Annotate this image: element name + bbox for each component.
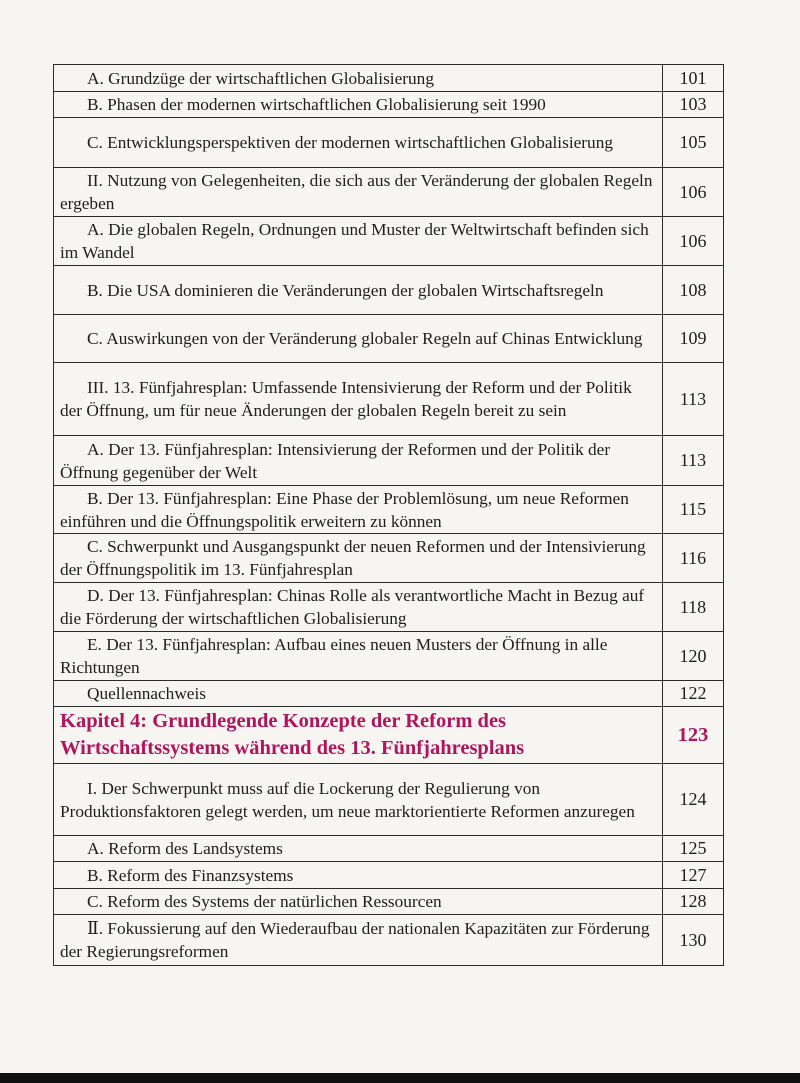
toc-row (54, 915, 724, 966)
toc-entry-title: D. Der 13. Fünfjahresplan: Chinas Rolle als verantwortliche Macht in Bezug auf die Förderung der wirtschaftlichen Globalisierung (54, 583, 663, 632)
page-bottom-edge (0, 1073, 800, 1083)
toc-row (54, 217, 724, 266)
toc-entry-title: B. Die USA dominieren die Veränderungen der globalen Wirtschaftsregeln (54, 266, 663, 315)
table-of-contents (53, 64, 724, 966)
toc-entry-title: A. Die globalen Regeln, Ordnungen und Muster der Weltwirtschaft befinden sich im Wandel (54, 217, 663, 266)
toc-entry-page: 103 (663, 92, 724, 118)
toc-entry-page: 115 (663, 486, 724, 534)
toc-row (54, 681, 724, 707)
toc-entry-page: 123 (663, 707, 724, 764)
toc-row (54, 764, 724, 836)
toc-entry-title: I. Der Schwerpunkt muss auf die Lockerung der Regulierung von Produktionsfaktoren gelegt werden, um neue marktorientierte Reformen anzuregen (54, 764, 663, 836)
toc-entry-page: 124 (663, 764, 724, 836)
toc-entry-title: C. Reform des Systems der natürlichen Ressourcen (54, 889, 663, 915)
toc-entry-title: A. Grundzüge der wirtschaftlichen Globalisierung (54, 65, 663, 92)
toc-entry-title: C. Schwerpunkt und Ausgangspunkt der neuen Reformen und der Intensivierung der Öffnungspolitik im 13. Fünfjahresplan (54, 534, 663, 583)
toc-row (54, 486, 724, 534)
toc-entry-page: 106 (663, 217, 724, 266)
toc-row (54, 632, 724, 681)
toc-entry-page: 118 (663, 583, 724, 632)
toc-row (54, 168, 724, 217)
toc-entry-title: Kapitel 4: Grundlegende Konzepte der Reform des Wirtschaftssystems während des 13. Fünfjahresplans (54, 707, 663, 764)
toc-row (54, 92, 724, 118)
toc-entry-title: E. Der 13. Fünfjahresplan: Aufbau eines neuen Musters der Öffnung in alle Richtungen (54, 632, 663, 681)
toc-entry-page: 101 (663, 65, 724, 92)
toc-entry-title: B. Reform des Finanzsystems (54, 862, 663, 889)
toc-entry-title: III. 13. Fünfjahresplan: Umfassende Intensivierung der Reform und der Politik der Öffnung, um für neue Änderungen der globalen Regeln bereit zu sein (54, 363, 663, 436)
toc-entry-title: A. Der 13. Fünfjahresplan: Intensivierung der Reformen und der Politik der Öffnung gegenüber der Welt (54, 436, 663, 486)
toc-entry-page: 116 (663, 534, 724, 583)
toc-body (54, 65, 724, 966)
toc-entry-title: Ⅱ. Fokussierung auf den Wiederaufbau der nationalen Kapazitäten zur Förderung der Regierungsreformen (54, 915, 663, 966)
toc-row (54, 266, 724, 315)
toc-entry-page: 113 (663, 436, 724, 486)
toc-row (54, 436, 724, 486)
toc-entry-title: II. Nutzung von Gelegenheiten, die sich aus der Veränderung der globalen Regeln ergeben (54, 168, 663, 217)
toc-entry-title: C. Auswirkungen von der Veränderung globaler Regeln auf Chinas Entwicklung (54, 315, 663, 363)
toc-row (54, 118, 724, 168)
toc-entry-page: 105 (663, 118, 724, 168)
toc-row (54, 889, 724, 915)
toc-entry-title: B. Phasen der modernen wirtschaftlichen Globalisierung seit 1990 (54, 92, 663, 118)
toc-row (54, 583, 724, 632)
toc-row (54, 315, 724, 363)
toc-row (54, 836, 724, 862)
toc-row (54, 862, 724, 889)
toc-entry-page: 128 (663, 889, 724, 915)
toc-entry-page: 108 (663, 266, 724, 315)
toc-entry-page: 106 (663, 168, 724, 217)
toc-row (54, 534, 724, 583)
toc-entry-page: 125 (663, 836, 724, 862)
toc-row (54, 363, 724, 436)
toc-entry-page: 109 (663, 315, 724, 363)
toc-entry-title: C. Entwicklungsperspektiven der modernen wirtschaftlichen Globalisierung (54, 118, 663, 168)
toc-entry-page: 120 (663, 632, 724, 681)
toc-chapter-row (54, 707, 724, 764)
toc-row (54, 65, 724, 92)
toc-entry-title: Quellennachweis (54, 681, 663, 707)
toc-entry-title: A. Reform des Landsystems (54, 836, 663, 862)
toc-entry-page: 122 (663, 681, 724, 707)
toc-entry-page: 130 (663, 915, 724, 966)
toc-entry-page: 113 (663, 363, 724, 436)
toc-entry-title: B. Der 13. Fünfjahresplan: Eine Phase der Problemlösung, um neue Reformen einführen und die Öffnungspolitik erweitern zu können (54, 486, 663, 534)
toc-entry-page: 127 (663, 862, 724, 889)
